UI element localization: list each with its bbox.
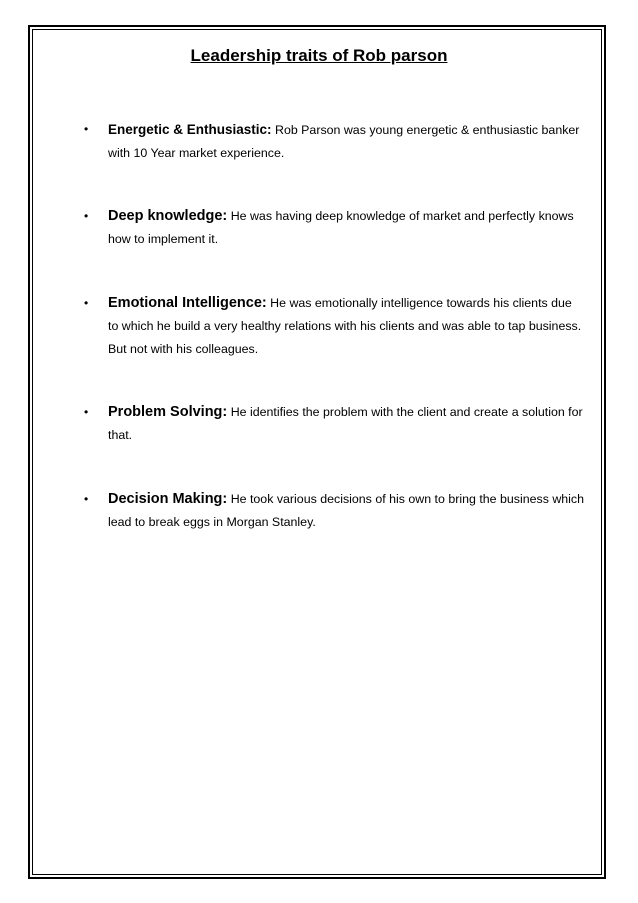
bullet-icon: • — [84, 209, 89, 223]
list-item — [84, 205, 584, 251]
trait-name: Decision Making: — [108, 491, 228, 507]
trait-name: Emotional Intelligence: — [108, 295, 267, 311]
trait-description: He identifies the problem with the client and create a solution for that. — [108, 405, 583, 442]
bullet-icon: • — [84, 405, 89, 419]
trait-name: Energetic & Enthusiastic: — [108, 122, 272, 137]
trait-description: He took various decisions of his own to bring the business which lead to break eggs in Morgan Stanley. — [108, 492, 585, 529]
traits-list — [84, 118, 584, 574]
list-item — [84, 401, 584, 447]
bullet-icon: • — [84, 122, 89, 136]
list-item — [84, 118, 584, 165]
trait-description: He was emotionally intelligence towards his clients due to which he build a very healthy relations with his clients and was able to tap business. But not with his colleagues. — [108, 296, 582, 356]
trait-description: Rob Parson was young energetic & enthusiastic banker with 10 Year market experience. — [108, 123, 580, 160]
bullet-icon: • — [84, 296, 89, 310]
trait-name: Deep knowledge: — [108, 208, 228, 224]
trait-name: Problem Solving: — [108, 404, 228, 420]
bullet-icon: • — [84, 492, 89, 506]
page-title: Leadership traits of Rob parson — [190, 46, 448, 65]
list-item — [84, 488, 584, 534]
trait-description: He was having deep knowledge of market and perfectly knows how to implement it. — [108, 209, 574, 246]
list-item — [84, 292, 584, 361]
